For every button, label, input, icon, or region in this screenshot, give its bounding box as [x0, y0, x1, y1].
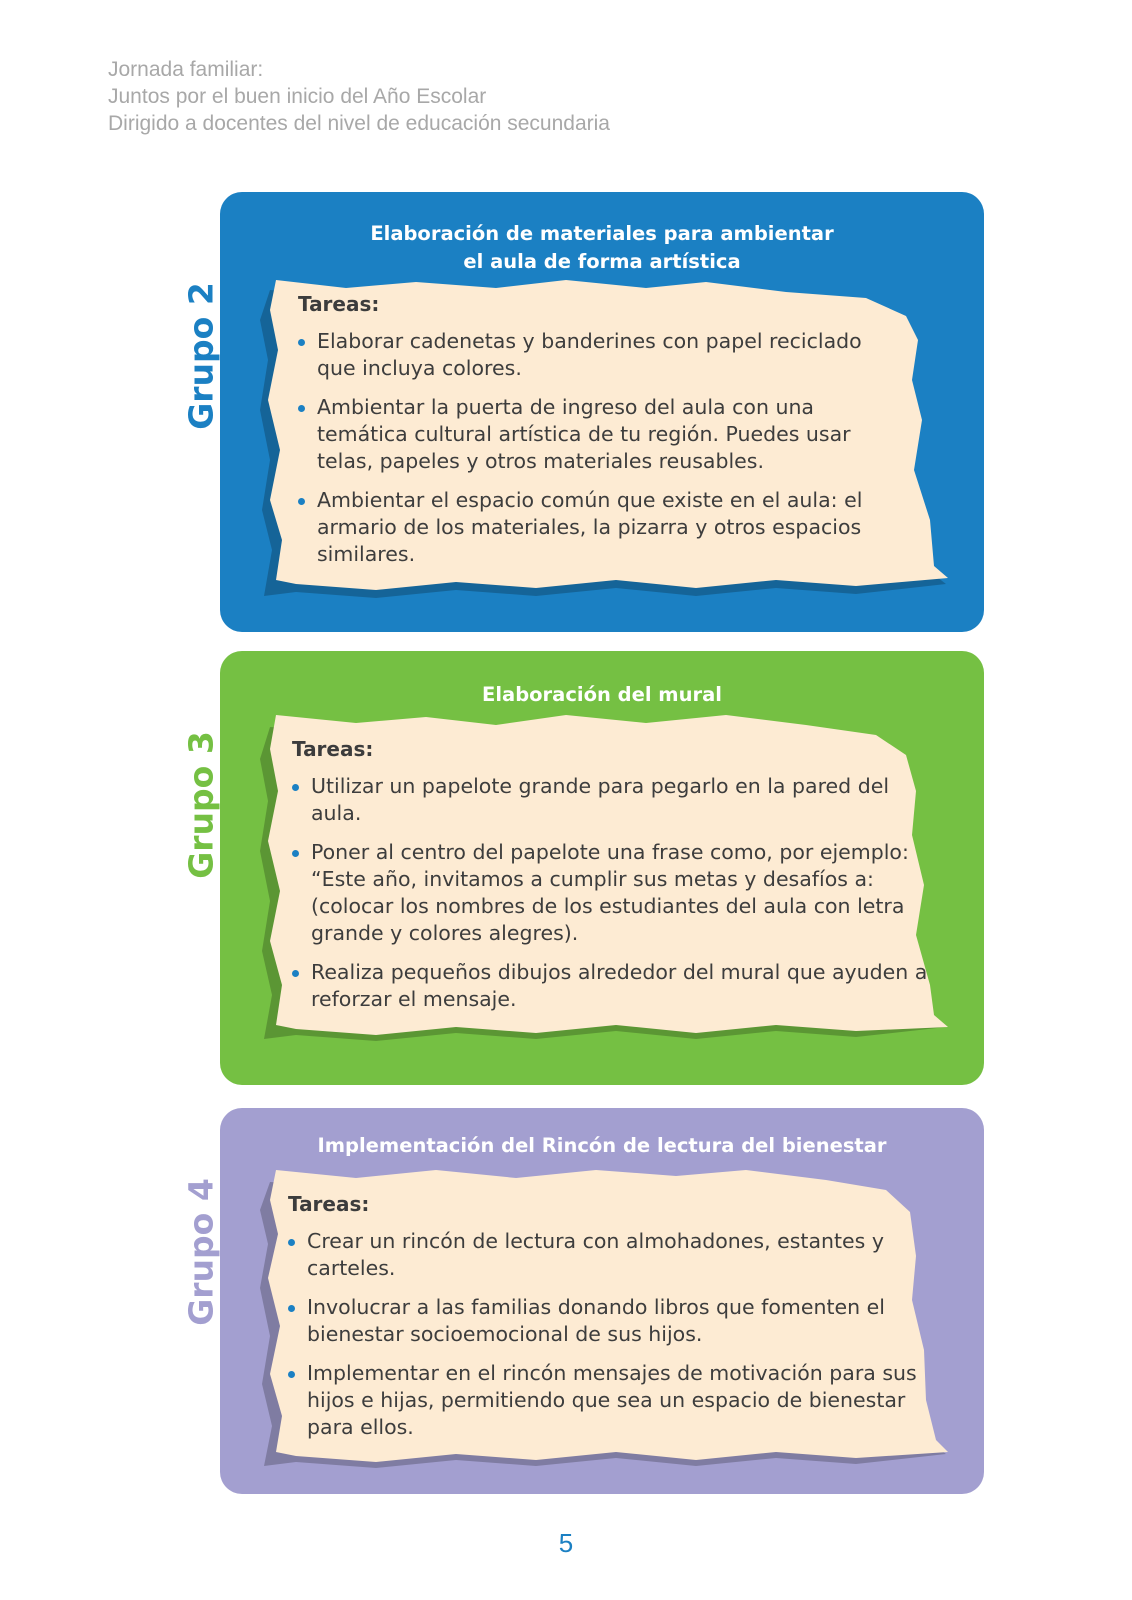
task-text: Poner al centro del papelote una frase como, por ejemplo: “Este año, invitamos a cumplir sus metas y desafíos a: (colocar los nombres de los estudiantes del aula con letra grande y colores alegres). [311, 840, 909, 945]
group-4-title-line-1: Implementación del Rincón de lectura del bienestar [317, 1134, 887, 1157]
bullet-icon [292, 850, 299, 857]
bullet-icon [288, 1371, 295, 1378]
bullet-icon [298, 498, 305, 505]
group-4-task-list [288, 1228, 928, 1441]
group-2-label-text: Grupo 2 [181, 282, 221, 430]
bullet-icon [298, 339, 305, 346]
list-item [298, 487, 898, 568]
group-2-content [298, 292, 898, 580]
group-2-paper-note [256, 280, 956, 602]
group-4-tareas-heading: Tareas: [288, 1192, 370, 1216]
task-text: Involucrar a las familias donando libros que fomenten el bienestar socioemocional de sus hijos. [307, 1295, 885, 1346]
header-line-2: Juntos por el buen inicio del Año Escolar [108, 85, 487, 108]
task-text: Ambientar el espacio común que existe en el aula: el armario de los materiales, la pizarra y otros espacios similares. [317, 488, 863, 566]
group-2-title-line-1: Elaboración de materiales para ambientar [370, 222, 834, 245]
list-item [298, 394, 898, 475]
group-3-title-line-1: Elaboración del mural [482, 683, 722, 706]
group-4-label-text: Grupo 4 [181, 1178, 221, 1326]
header-line-1: Jornada familiar: [108, 58, 264, 81]
group-3-card [220, 651, 984, 1085]
task-text: Ambientar la puerta de ingreso del aula con una temática cultural artística de tu región. Puedes usar telas, papeles y otros materiales reusables. [317, 395, 851, 473]
group-4-card [220, 1108, 984, 1494]
task-text: Elaborar cadenetas y banderines con papel reciclado que incluya colores. [317, 329, 862, 380]
group-2-tareas-heading: Tareas: [298, 292, 380, 316]
bullet-icon [292, 970, 299, 977]
group-3-tareas-heading: Tareas: [292, 737, 374, 761]
group-3-content [292, 737, 932, 1025]
task-text: Realiza pequeños dibujos alrededor del mural que ayuden a reforzar el mensaje. [311, 960, 928, 1011]
list-item [292, 839, 932, 947]
group-2-title [220, 220, 984, 276]
group-2-card [220, 192, 984, 632]
bullet-icon [298, 405, 305, 412]
header-line-3: Dirigido a docentes del nivel de educación secundaria [108, 112, 610, 135]
group-3-task-list [292, 773, 932, 1013]
group-2-title-line-2: el aula de forma artística [463, 250, 741, 273]
document-header [108, 56, 610, 137]
group-3-paper-note [256, 715, 956, 1045]
task-text: Crear un rincón de lectura con almohadones, estantes y carteles. [307, 1229, 884, 1280]
list-item [298, 328, 898, 382]
page-number: 5 [558, 1528, 574, 1558]
group-4-title [220, 1132, 984, 1160]
task-text: Implementar en el rincón mensajes de motivación para sus hijos e hijas, permitiendo que sea un espacio de bienestar para ellos. [307, 1361, 917, 1439]
group-4-content [288, 1192, 928, 1453]
group-3-title [220, 681, 984, 709]
list-item [288, 1360, 928, 1441]
bullet-icon [288, 1305, 295, 1312]
group-2-task-list [298, 328, 898, 568]
group-4-paper-note [256, 1170, 956, 1470]
list-item [288, 1228, 928, 1282]
task-text: Utilizar un papelote grande para pegarlo en la pared del aula. [311, 774, 890, 825]
list-item [292, 773, 932, 827]
group-3-label-text: Grupo 3 [181, 731, 221, 879]
list-item [288, 1294, 928, 1348]
list-item [292, 959, 932, 1013]
bullet-icon [288, 1239, 295, 1246]
bullet-icon [292, 784, 299, 791]
